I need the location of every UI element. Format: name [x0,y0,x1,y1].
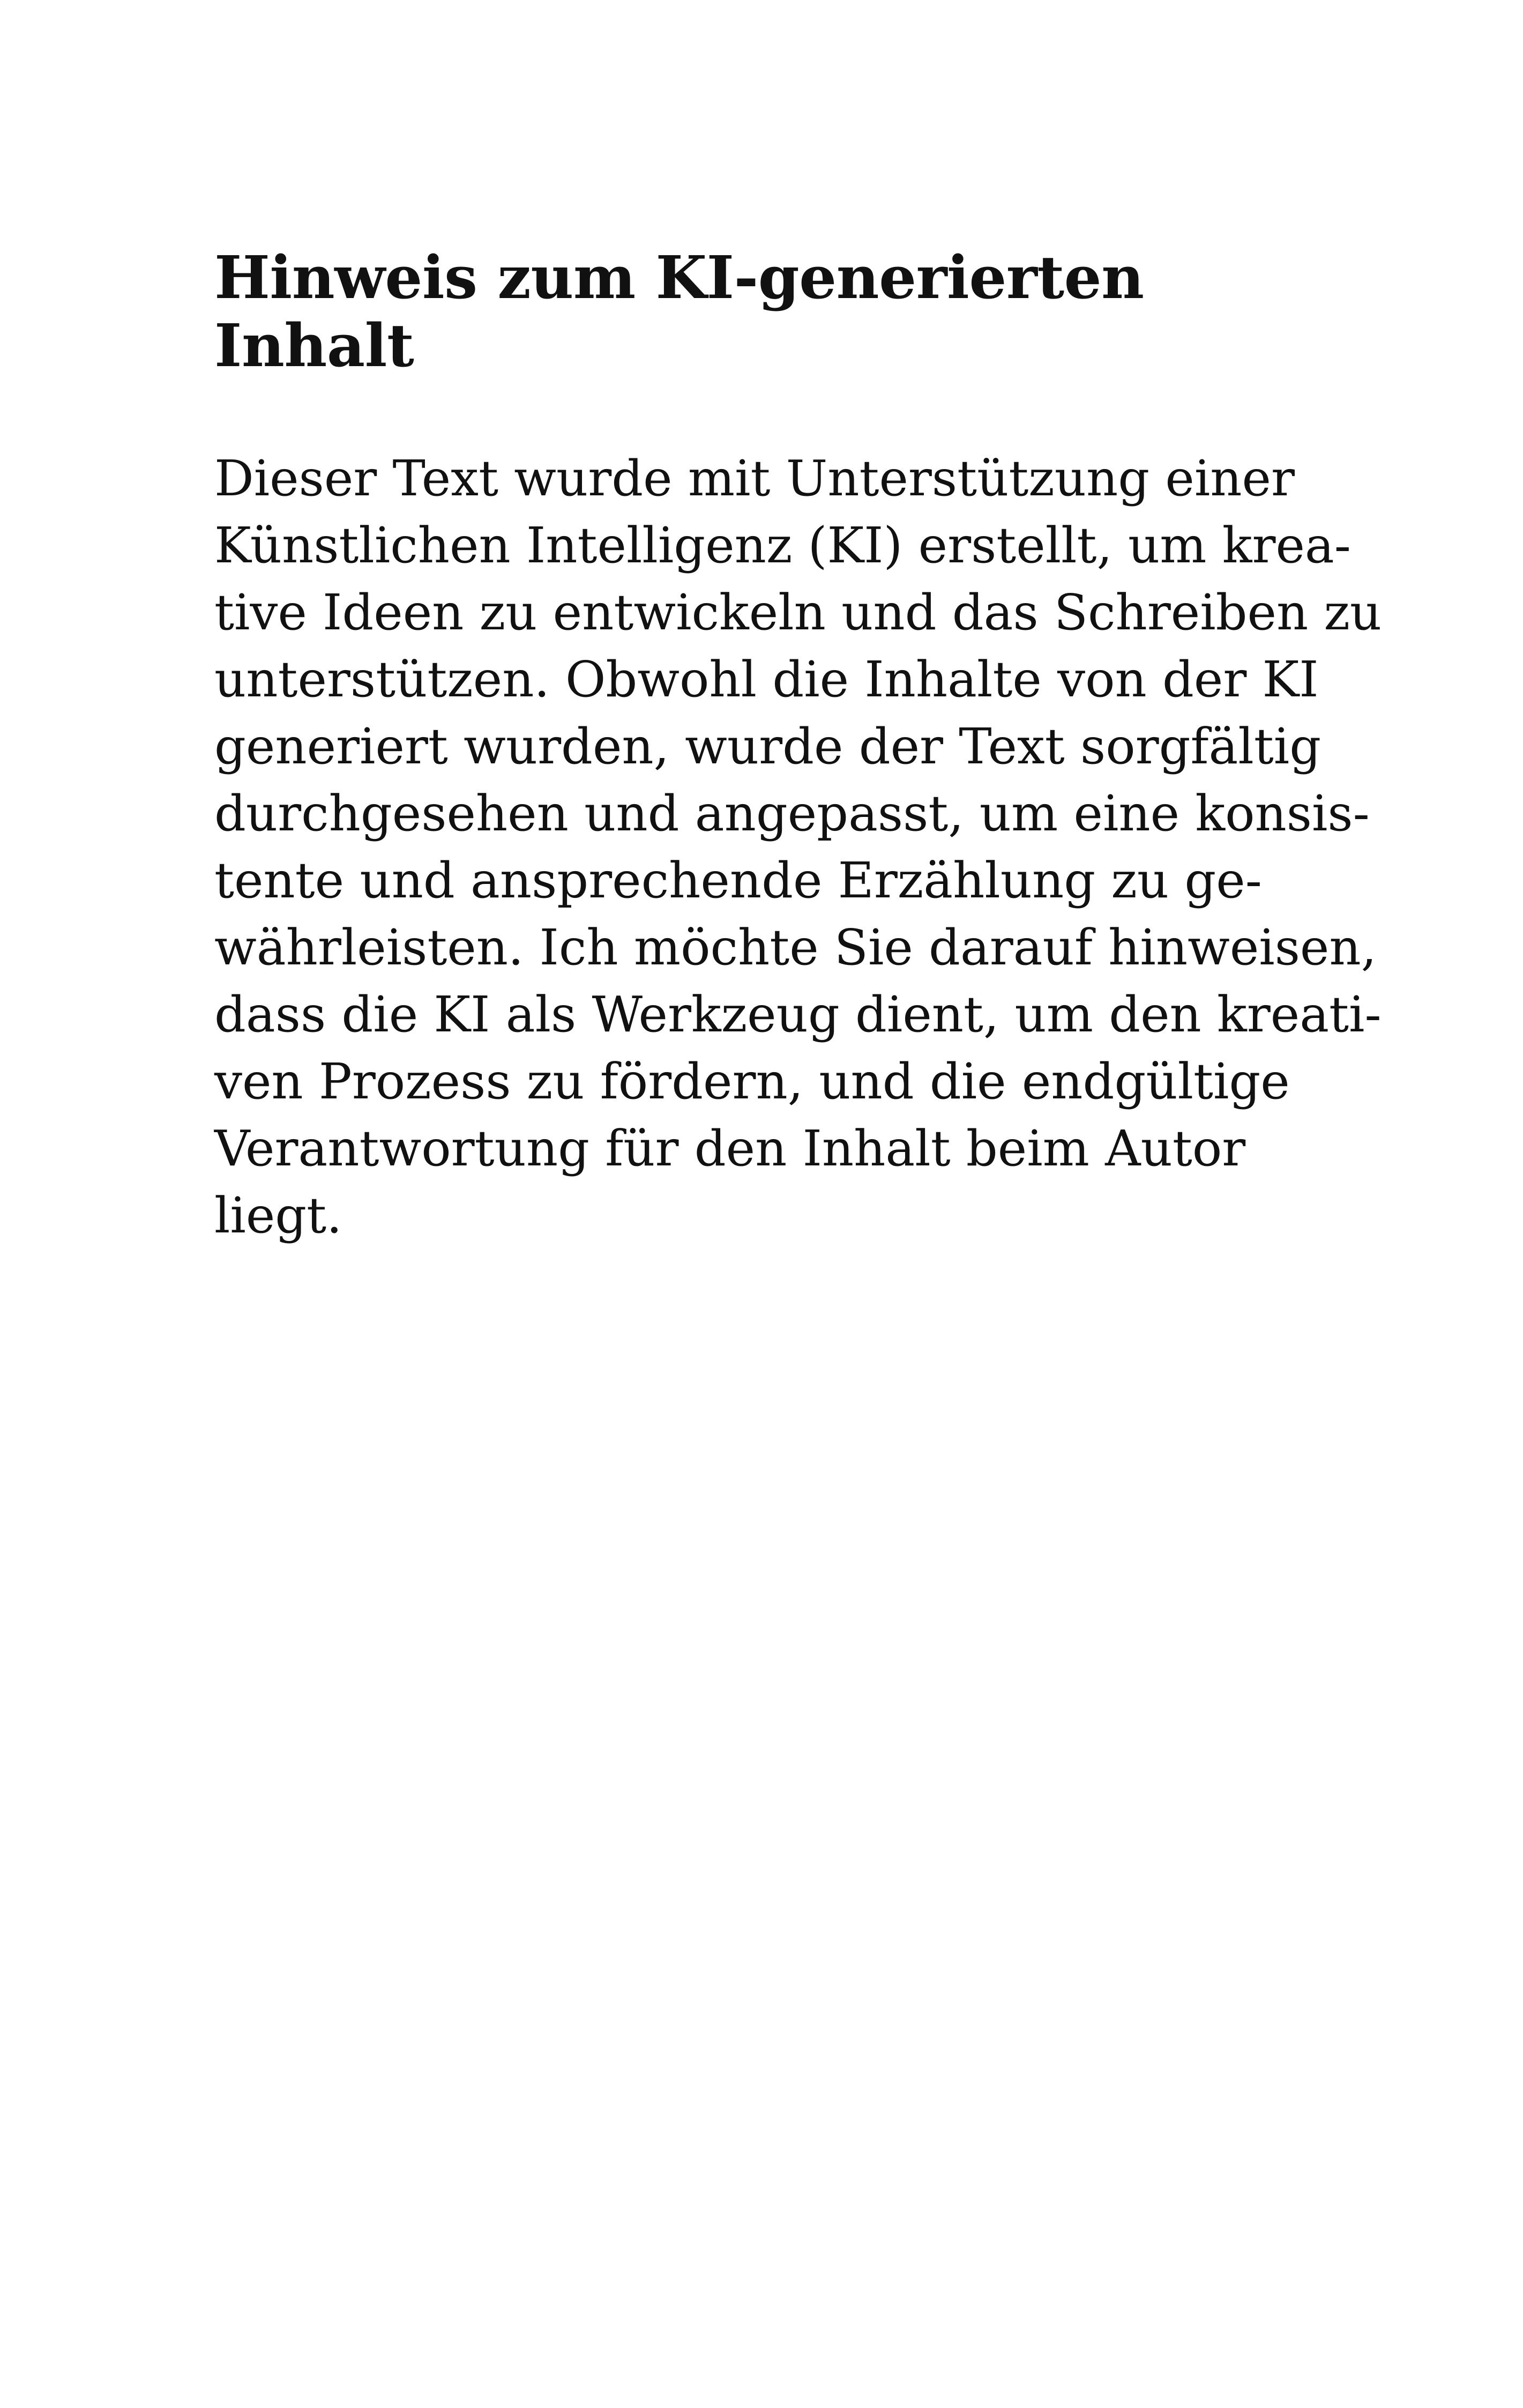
paragraph-line: tente und ansprechende Erzählung zu ge- [214,852,1262,909]
paragraph-line: durchgesehen und angepasst, um eine konsis- [214,785,1370,842]
page-title: Hinweis zum KI-generierten Inhalt [214,243,1144,380]
paragraph-line: unterstützen. Obwohl die Inhalte von der KI [214,651,1319,708]
paragraph-line: Dieser Text wurde mit Unterstützung einer [214,450,1295,507]
paragraph-line: tive Ideen zu entwickeln und das Schreiben zu [214,584,1382,641]
ai-content-notice-paragraph [214,445,1382,1249]
paragraph-line: generiert wurden, wurde der Text sorgfältig [214,718,1322,775]
paragraph-line: dass die KI als Werkzeug dient, um den kreati- [214,986,1382,1043]
paragraph-line: währleisten. Ich möchte Sie darauf hinweisen, [214,919,1377,976]
paragraph-line: Künstlichen Intelligenz (KI) erstellt, um krea- [214,517,1351,574]
paragraph-line: ven Prozess zu fördern, und die endgültige [214,1053,1290,1110]
document-content [214,243,1382,1244]
paragraph-line: liegt. [214,1187,342,1244]
paragraph-line: Verantwortung für den Inhalt beim Autor [214,1120,1246,1177]
